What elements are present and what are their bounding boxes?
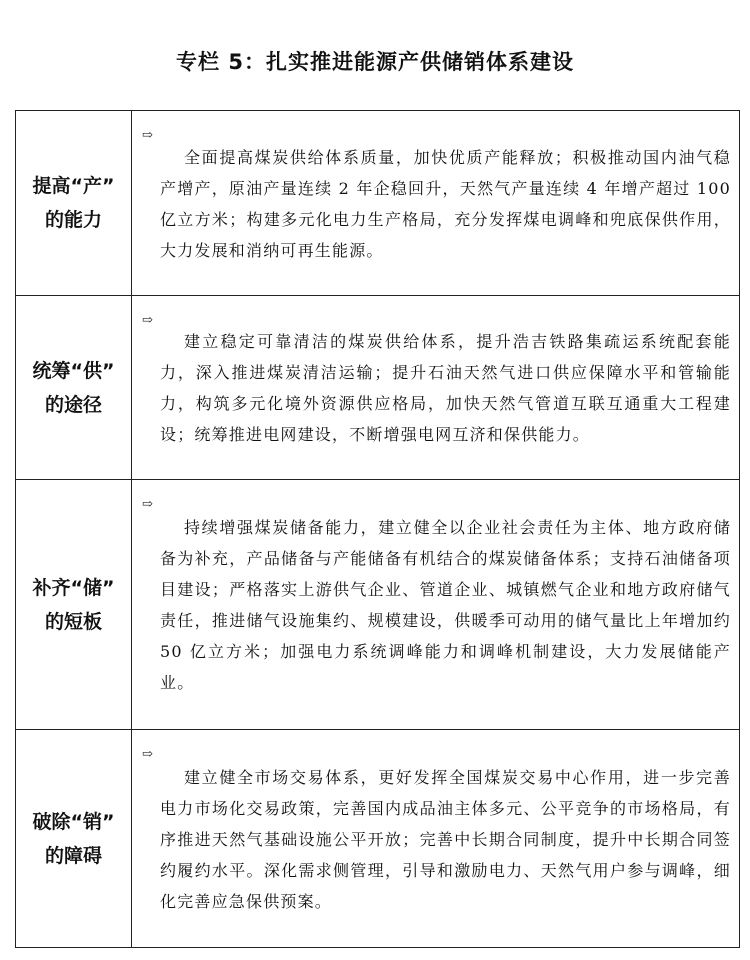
row-label-line2: 的障碍: [44, 844, 102, 867]
row-label: [16, 730, 132, 948]
row-label-line1: 提高“产”: [32, 175, 115, 197]
row-label-line1: 统筹“供”: [32, 359, 115, 382]
table-row: [16, 480, 740, 730]
row-label-line2: 的能力: [44, 209, 102, 231]
diamond-arrow-icon: ⇨: [142, 313, 155, 328]
row-label: [16, 480, 132, 730]
row-label: [16, 111, 132, 296]
row-text: 持续增强煤炭储备能力，建立健全以企业社会责任为主体、地方政府储备为补充，产品储备与产能储备有机结合的煤炭储备体系；支持石油储备项目建设；严格落实上游供气企业、管道企业、城镇燃气企业和地方政府储气责任，推进储气设施集约、规模建设，供暖季可动用的储气量比上年增加约 50 亿立方米；加强电力系统调峰能力和调峰机制建设，大力发展储能产业。: [160, 518, 731, 692]
row-content: [132, 730, 740, 948]
table-row: [16, 296, 740, 480]
box-title: 专栏 5：扎实推进能源产供储销体系建设: [176, 50, 574, 74]
row-label-line1: 补齐“储”: [32, 576, 115, 599]
diamond-arrow-icon: ⇨: [142, 128, 155, 143]
row-label: [16, 296, 132, 480]
table-row: [16, 111, 740, 296]
row-text: 建立健全市场交易体系，更好发挥全国煤炭交易中心作用，进一步完善电力市场化交易政策，完善国内成品油主体多元、公平竞争的市场格局，有序推进天然气基础设施公平开放；完善中长期合同制度，提升中长期合同签约履约水平。深化需求侧管理，引导和激励电力、天然气用户参与调峰，细化完善应急保供预案。: [160, 767, 731, 911]
row-label-line2: 的途径: [44, 393, 102, 416]
row-label-line1: 破除“销”: [32, 810, 115, 833]
diamond-arrow-icon: ⇨: [142, 747, 155, 762]
row-text: 建立稳定可靠清洁的煤炭供给体系，提升浩吉铁路集疏运系统配套能力，深入推进煤炭清洁运输；提升石油天然气进口供应保障水平和管输能力，构筑多元化境外资源供应格局，加快天然气管道互联互通重大工程建设；统筹推进电网建设，不断增强电网互济和保供能力。: [160, 332, 731, 444]
row-content: [132, 296, 740, 480]
table-row: [16, 730, 740, 948]
row-content: [132, 111, 740, 296]
diamond-arrow-icon: ⇨: [142, 497, 155, 512]
policy-table: [15, 110, 740, 948]
row-content: [132, 480, 740, 730]
row-text: 全面提高煤炭供给体系质量，加快优质产能释放；积极推动国内油气稳产增产，原油产量连续 2 年企稳回升，天然气产量连续 4 年增产超过 100 亿立方米；构建多元化电力生产格局，充分发挥煤电调峰和兜底保供作用，大力发展和消纳可再生能源。: [160, 147, 731, 260]
row-label-line2: 的短板: [44, 610, 102, 633]
